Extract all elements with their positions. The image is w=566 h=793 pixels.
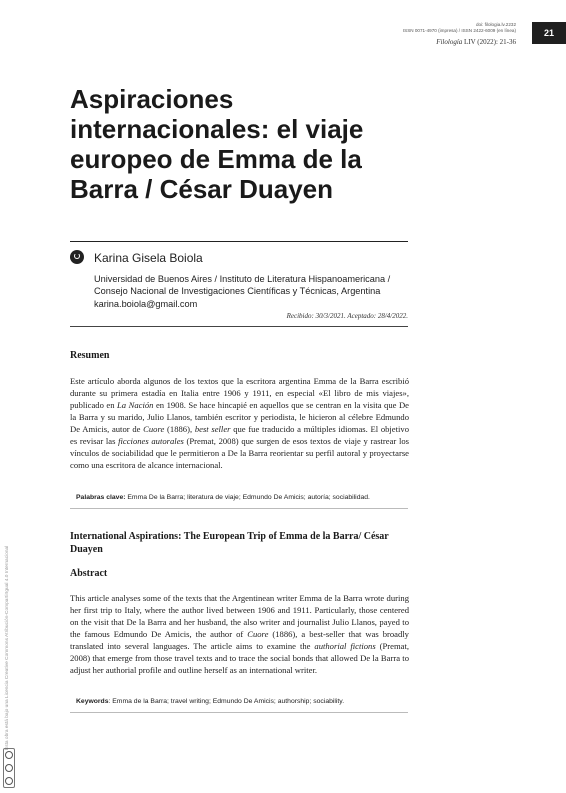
journal-name: Filología bbox=[436, 38, 463, 46]
affiliation-line-2: Consejo Nacional de Investigaciones Científicas y Técnicas, Argentina bbox=[94, 286, 381, 297]
header-identifiers bbox=[403, 22, 516, 34]
received-accepted-dates: Recibido: 30/3/2021. Aceptado: 28/4/2022. bbox=[286, 312, 408, 320]
abstract-heading: Abstract bbox=[70, 568, 108, 579]
keywords-list: Emma De la Barra; literatura de viaje; Edmundo De Amicis; autoría; sociabilidad. bbox=[127, 494, 370, 501]
journal-issue: LIV (2022): 21-36 bbox=[464, 38, 516, 46]
resumen-heading: Resumen bbox=[70, 350, 110, 361]
english-title: International Aspirations: The European Trip of Emma de la Barra/ César Duayen bbox=[70, 531, 389, 555]
orcid-icon[interactable] bbox=[70, 250, 84, 264]
author-affiliation bbox=[94, 273, 412, 310]
resumen-text: Este artículo aborda algunos de los textos que la escritora argentina Emma de la Barra escribió durante su primera estadía en Italia entre 1906 y 1911, en especial «El libro de mis viajes», publicado en La Nación en 1908. Se hace hincapié en aquellos que se centran en la visita que De la Barra y su marido, Julio Llanos, también escritor y periodista, le hicieron al célebre Edmundo De Amicis, autor de Cuore (1886), best seller que fue traducido a múltiples idiomas. El objetivo es revisar las ficciones autorales (Premat, 2008) que surgen de esos textos de viaje y rastrear los vínculos de sociabilidad que le permitieron a De la Barra reorientar su perfil autoral y proyectarse como una escritora de alcance internacional. bbox=[70, 376, 409, 470]
keywords-label: Palabras clave: bbox=[76, 494, 126, 501]
palabras-clave bbox=[70, 493, 408, 509]
divider bbox=[70, 326, 408, 327]
issn: ISSN 0071-4970 (impresa) / ISSN 2422-6009 (en línea) bbox=[402, 28, 516, 33]
divider bbox=[70, 241, 408, 242]
creative-commons-icon[interactable] bbox=[3, 748, 15, 788]
affiliation-line-1: Universidad de Buenos Aires / Instituto de Literatura Hispanoamericana / bbox=[94, 274, 391, 284]
doi: doi: filologia.lv.2232 bbox=[475, 22, 516, 27]
license-text: Esta obra está bajo una Licencia Creative Commons Atribución-CompartirIgual 4.0 Internacional bbox=[5, 545, 10, 750]
keywords-label: Keywords bbox=[76, 698, 109, 705]
author-email[interactable]: karina.boiola@gmail.com bbox=[94, 298, 198, 309]
keywords-list: : Emma de la Barra; travel writing; Edmundo De Amicis; authorship; sociability. bbox=[108, 698, 345, 705]
author-name: Karina Gisela Boiola bbox=[94, 251, 203, 265]
abstract-text: This article analyses some of the texts that the Argentinean writer Emma de la Barra wrote during her first trip to Italy, where the author lived between 1906 and 1911. Particularly, those centered on the visit that De la Barra and her husband, the also writer and journalist Julio Llanos, payed to the famous Edmundo De Amicis, the author of Cuore (1886), a best-seller that was broadly translated into several languages. The article aims to examine the authorial fictions (Premat, 2008) that emerge from those travel texts and to trace the social bonds that allowed De la Barra to adjust her authorial profile and outline herself as an international writer. bbox=[70, 593, 409, 675]
journal-citation bbox=[436, 38, 516, 46]
keywords bbox=[70, 697, 408, 713]
page-number: 21 bbox=[532, 22, 566, 44]
article-title: Aspiraciones internacionales: el viaje europeo de Emma de la Barra / César Duayen bbox=[70, 84, 364, 204]
